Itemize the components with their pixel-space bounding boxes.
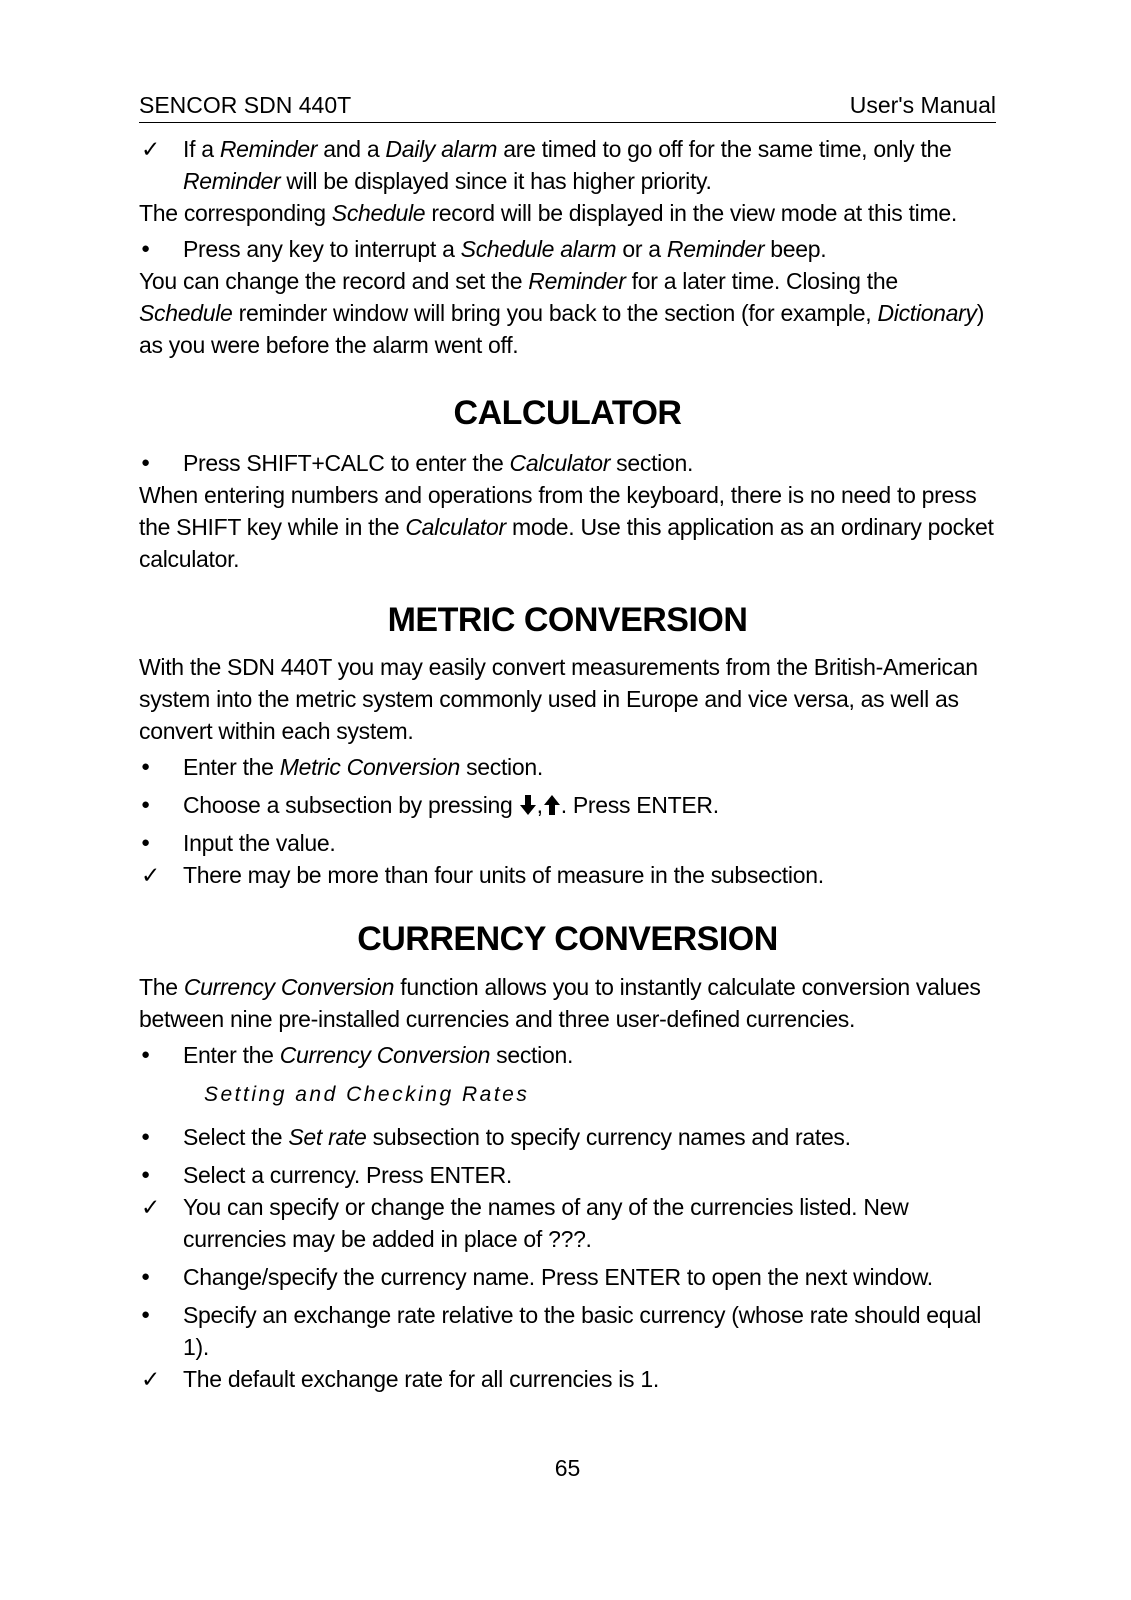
check-icon: ✓ [141,1194,160,1220]
bullet-icon: ● [141,834,150,851]
page-header [139,88,996,123]
bullet-item: ● Enter the Currency Conversion section. [139,1039,996,1071]
bullet-item: ● Enter the Metric Conversion section. [139,751,996,783]
bullet-icon: ● [141,454,150,471]
check-item: ✓ There may be more than four units of measure in the subsection. [139,859,996,891]
subsection-heading: Setting and Checking Rates [204,1083,530,1106]
arrow-up-icon [543,794,561,816]
calculator-section [139,447,996,575]
check-icon: ✓ [141,862,160,888]
bullet-icon: ● [141,1166,150,1183]
metric-section [139,651,996,891]
bullet-icon: ● [141,1128,150,1145]
bullet-icon: ● [141,1306,150,1323]
bullet-icon: ● [141,758,150,775]
check-item: ✓ The default exchange rate for all currencies is 1. [139,1363,996,1395]
bullet-icon: ● [141,1268,150,1285]
paragraph: You can change the record and set the Reminder for a later time. Closing the Schedule reminder window will bring you back to the section (for example, Dictionary) as you were before the alarm went off. [139,268,985,358]
check-icon: ✓ [141,136,160,162]
currency-section [139,971,996,1071]
bullet-item: ● Press SHIFT+CALC to enter the Calculator section. [139,447,996,479]
arrow-down-icon [519,794,537,816]
bullet-item: ● Specify an exchange rate relative to the basic currency (whose rate should equal 1). [139,1299,996,1363]
header-product: SENCOR SDN 440T [139,92,352,118]
bullet-item: ● Input the value. [139,827,996,859]
paragraph: When entering numbers and operations from the keyboard, there is no need to press the SHIFT key while in the Calculator mode. Use this application as an ordinary pocket calculator. [139,482,994,572]
page-number: 65 [554,1455,581,1481]
check-item: ✓ If a Reminder and a Daily alarm are timed to go off for the same time, only the Reminder will be displayed since it has higher priority. [139,133,996,197]
paragraph: The Currency Conversion function allows you to instantly calculate conversion values between nine pre-installed currencies and three user-defined currencies. [139,974,981,1032]
intro-section [139,133,996,361]
bullet-item: ● Choose a subsection by pressing , . Press ENTER. [139,789,996,821]
currency-rates-section [139,1121,996,1395]
bullet-item: ● Press any key to interrupt a Schedule alarm or a Reminder beep. [139,233,996,265]
check-icon: ✓ [141,1366,160,1392]
bullet-icon: ● [141,1046,150,1063]
header-doc-type: User's Manual [849,92,996,118]
bullet-item: ● Select the Set rate subsection to specify currency names and rates. [139,1121,996,1153]
bullet-item: ● Change/specify the currency name. Press ENTER to open the next window. [139,1261,996,1293]
check-item: ✓ You can specify or change the names of any of the currencies listed. New currencies may be added in place of ???. [139,1191,996,1255]
metric-conversion-heading: METRIC CONVERSION [387,601,748,639]
bullet-icon: ● [141,796,150,813]
bullet-item: ● Select a currency. Press ENTER. [139,1159,996,1191]
bullet-icon: ● [141,240,150,257]
paragraph: The corresponding Schedule record will be displayed in the view mode at this time. [139,200,957,226]
paragraph: With the SDN 440T you may easily convert measurements from the British-American system into the metric system commonly used in Europe and vice versa, as well as convert within each system. [139,654,978,744]
currency-conversion-heading: CURRENCY CONVERSION [357,920,778,958]
calculator-heading: CALCULATOR [453,394,682,432]
